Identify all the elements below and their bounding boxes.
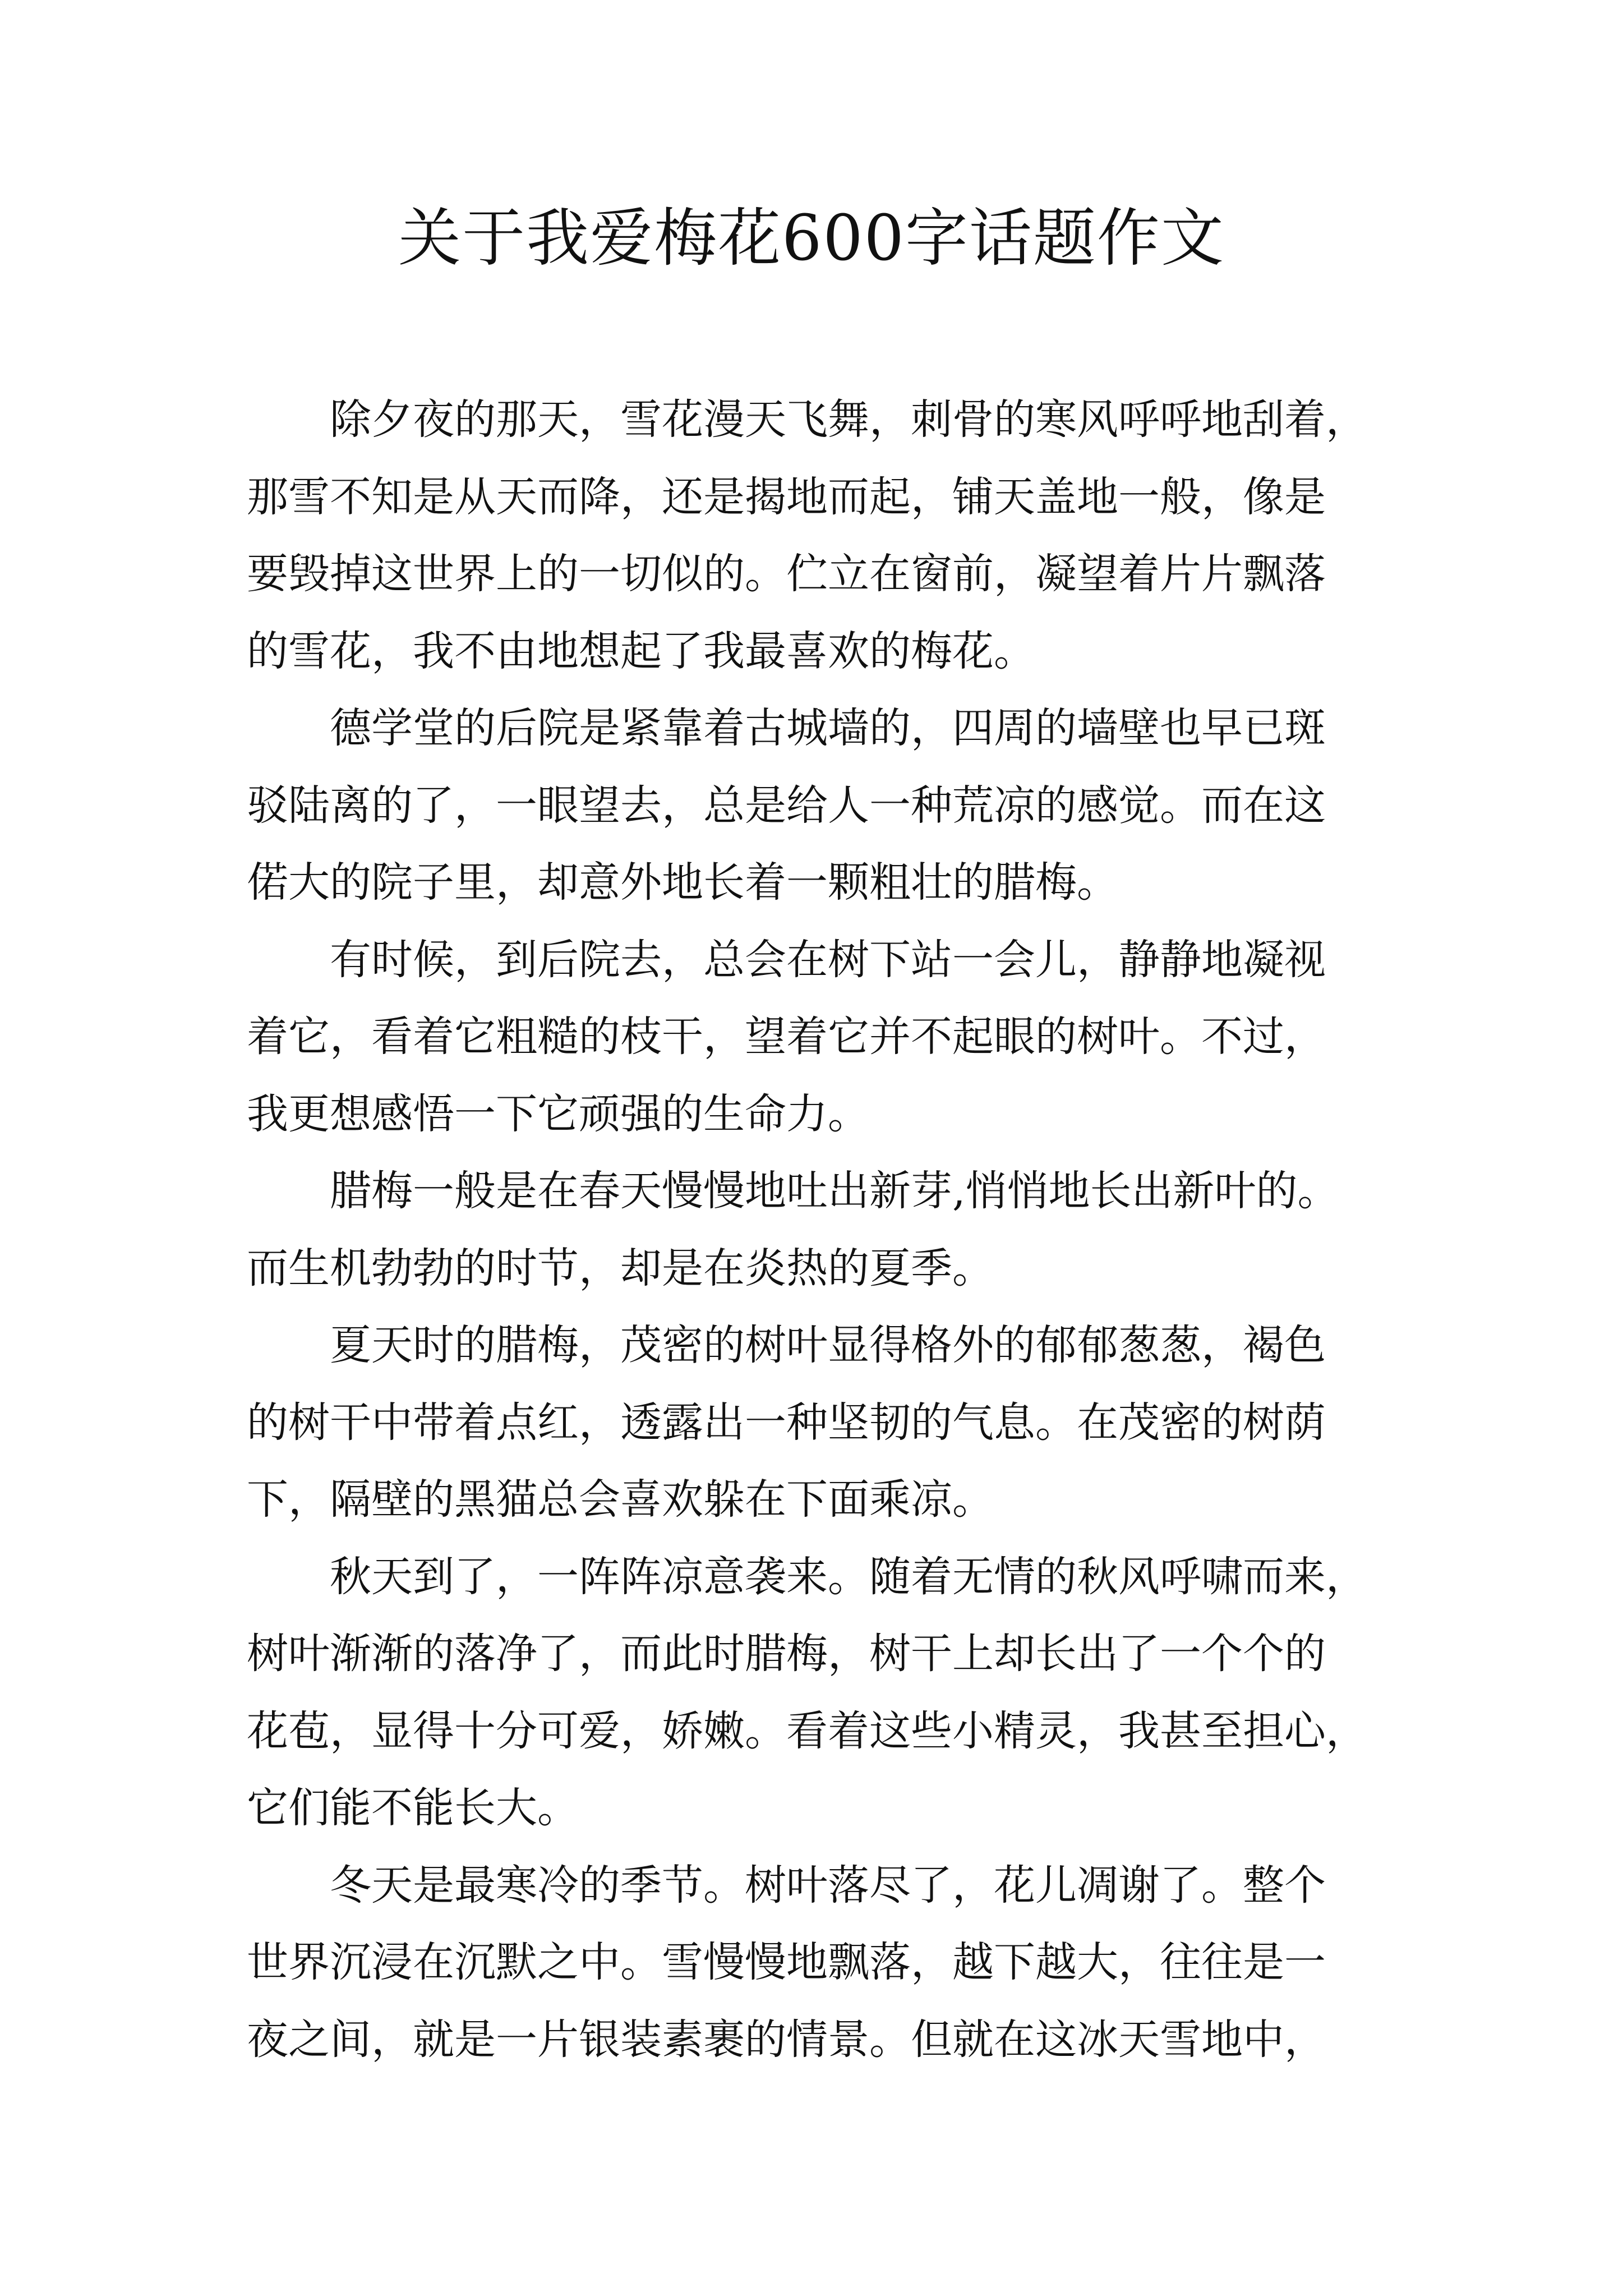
text-line: 着它，看着它粗糙的枝干，望着它并不起眼的树叶。不过， — [247, 1013, 1326, 1061]
text-line: 驳陆离的了，一眼望去，总是给人一种荒凉的感觉。而在这 — [247, 781, 1326, 830]
text-line: 腊梅一般是在春天慢慢地吐出新芽,悄悄地长出新叶的。 — [247, 1167, 1339, 1215]
paragraph-7 — [247, 1847, 1377, 2079]
text-line: 那雪不知是从天而降，还是揭地而起，铺天盖地一般，像是 — [247, 472, 1326, 521]
text-line: 树叶渐渐的落净了，而此时腊梅，树干上却长出了一个个的 — [247, 1630, 1326, 1678]
text-line: 的雪花，我不由地想起了我最喜欢的梅花。 — [247, 627, 1035, 675]
text-line: 我更想感悟一下它顽强的生命力。 — [247, 1089, 869, 1138]
text-line: 夜之间，就是一片银装素裹的情景。但就在这冰天雪地中， — [247, 2015, 1326, 2064]
text-line: 德学堂的后院是紧靠着古城墙的，四周的墙壁也早已斑 — [247, 704, 1326, 752]
document-title: 关于我爱梅花600字话题作文 — [398, 202, 1225, 275]
document-body — [247, 381, 1377, 2078]
text-line: 下，隔壁的黑猫总会喜欢躲在下面乘凉。 — [247, 1475, 994, 1524]
paragraph-2 — [247, 690, 1377, 922]
text-line: 冬天是最寒冷的季节。树叶落尽了，花儿凋谢了。整个 — [247, 1861, 1326, 1910]
paragraph-1 — [247, 381, 1377, 690]
text-line: 偌大的院子里，却意外地长着一颗粗壮的腊梅。 — [247, 858, 1118, 907]
text-line: 秋天到了，一阵阵凉意袭来。随着无情的秋风呼啸而来， — [247, 1552, 1367, 1601]
text-line: 它们能不能长大。 — [247, 1784, 579, 1832]
text-line: 而生机勃勃的时节，却是在炎热的夏季。 — [247, 1244, 994, 1292]
paragraph-6 — [247, 1539, 1377, 1847]
text-line: 的树干中带着点红，透露出一种坚韧的气息。在茂密的树荫 — [247, 1398, 1326, 1447]
text-line: 有时候，到后院去，总会在树下站一会儿，静静地凝视 — [247, 935, 1326, 984]
text-line: 要毁掉这世界上的一切似的。伫立在窗前，凝望着片片飘落 — [247, 550, 1326, 598]
text-line: 夏天时的腊梅，茂密的树叶显得格外的郁郁葱葱，褐色 — [247, 1321, 1326, 1369]
paragraph-5 — [247, 1307, 1377, 1539]
text-line: 世界沉浸在沉默之中。雪慢慢地飘落，越下越大，往往是一 — [247, 1938, 1326, 1986]
text-line: 除夕夜的那天，雪花漫天飞舞，刺骨的寒风呼呼地刮着， — [247, 395, 1367, 444]
paragraph-4 — [247, 1153, 1377, 1307]
paragraph-3 — [247, 922, 1377, 1153]
text-line: 花苞，显得十分可爱，娇嫩。看着这些小精灵，我甚至担心， — [247, 1706, 1367, 1755]
